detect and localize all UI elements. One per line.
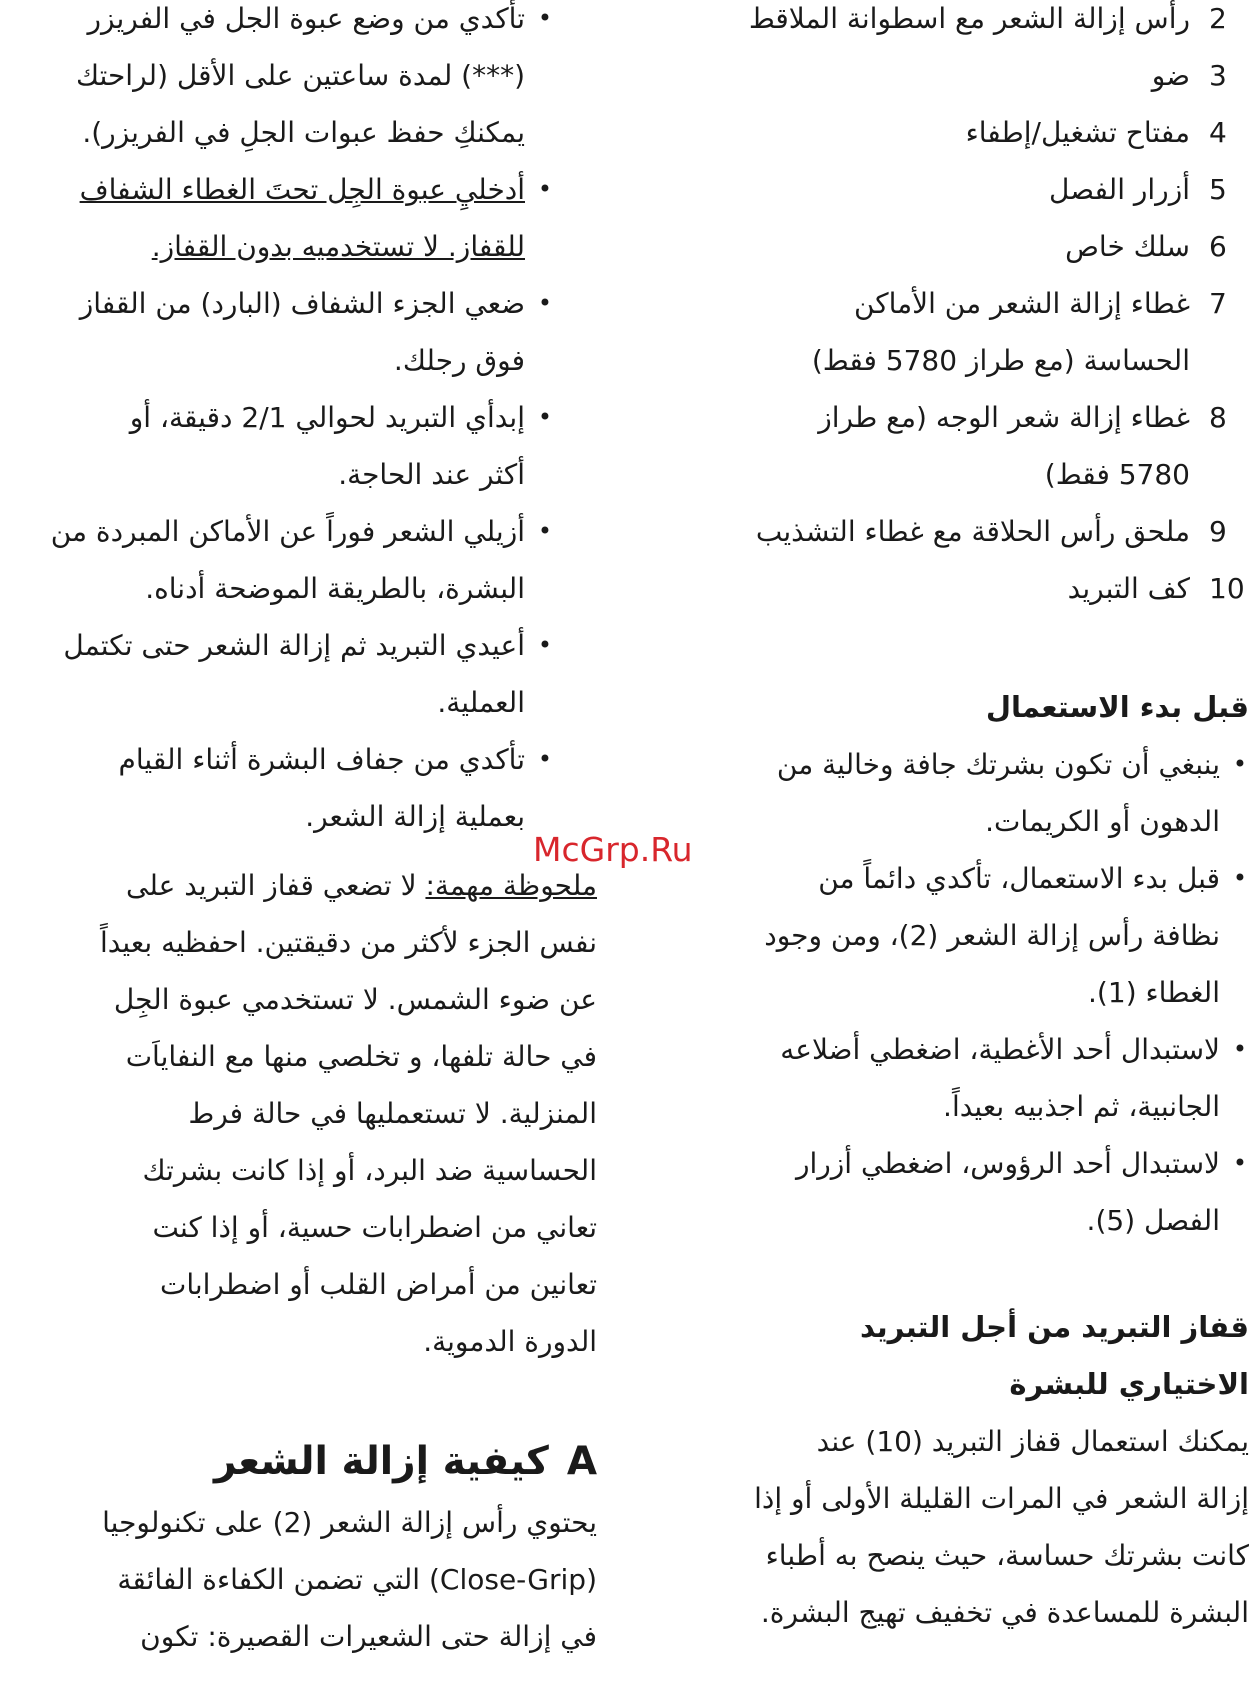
parts-list-item [655,218,1249,275]
bullet-line: نظافة رأس إزالة الشعر (2)، ومن وجود [764,919,1220,952]
section-a [0,1432,597,1665]
note-line: تعاني من اضطرابات حسية، أو إذا كنت [152,1211,597,1244]
bullet-line: أكثر عند الحاجة. [338,458,525,491]
heading-line: قفاز التبريد من أجل التبريد [860,1310,1249,1344]
text-line: يحتوي رأس إزالة الشعر (2) على تكنولوجيا [102,1506,597,1539]
text-line: (Close-Grip) التي تضمن الكفاءة الفائقة [117,1563,597,1596]
bullet-line: الغطاء (1). [1088,976,1220,1009]
part-label-line: أزرار الفصل [1049,173,1190,206]
text-line: كانت بشرتك حساسة، حيث ينصح به أطباء [765,1539,1249,1572]
glove-step-item [0,503,554,617]
section-a-text [0,1494,597,1665]
note-first-line: لا تضعي قفاز التبريد على [125,869,426,902]
cooling-glove-section [655,1299,1249,1641]
part-number: 9 [1209,515,1227,548]
bullet-line: البشرة، بالطريقة الموضحة أدناه. [145,572,525,605]
note-line: المنزلية. لا تستعمليها في حالة فرط [188,1097,597,1130]
note-line: في حالة تلفها، و تخلصي منها مع النفاياَت [125,1040,597,1073]
text-line: البشرة للمساعدة في تخفيف تهيج البشرة. [760,1596,1249,1629]
note-line: عن ضوء الشمس. لا تستخدمي عبوة الجِل [113,983,597,1016]
bullet-line: • لاستبدال أحد الأغطية، اضغطي أضلاعه [780,1033,1220,1066]
left-column [0,0,597,1665]
part-number: 4 [1209,116,1227,149]
glove-step-item [0,161,554,275]
bullet-line: • تأكدي من وضع عبوة الجل في الفريزر [87,2,525,35]
part-number: 6 [1209,230,1227,263]
part-label-line: رأس إزالة الشعر مع اسطوانة الملاقط [748,2,1190,35]
bullet-line: • أدخليِ عبوة الجِل تحتَ الغطاء الشفاف [79,173,525,206]
bullet-line: • تأكدي من جفاف البشرة أثناء القيام [118,743,525,776]
glove-step-item [0,275,554,389]
bullet-line: يمكنكِ حفظ عبوات الجلِ في الفريزر). [82,116,525,149]
cooling-glove-text [655,1413,1249,1641]
glove-step-item [0,617,554,731]
parts-list-item [655,161,1249,218]
before-use-item [610,850,1249,1021]
part-label-line: 5780 فقط) [1044,458,1190,491]
part-number: 3 [1209,59,1227,92]
right-column [655,0,1249,1641]
part-number: 7 [1209,287,1227,320]
parts-list [655,0,1249,617]
bullet-line: • إبدأي التبريد لحوالي 2/1 دقيقة، أو [129,401,525,434]
heading-line: الاختياري للبشرة [1009,1367,1249,1401]
before-use-heading: قبل بدء الاستعمال [985,690,1249,724]
part-label-line: غطاء إزالة شعر الوجه (مع طراز [818,401,1190,434]
before-use-list [610,736,1249,1249]
note-line: نفس الجزء لأكثر من دقيقتين. احفظيه بعيداً [99,926,597,959]
part-number: 8 [1209,401,1227,434]
note-line: الدورة الدموية. [423,1325,597,1358]
bullet-line: • ضعي الجزء الشفاف (البارد) من القفاز [79,287,525,320]
section-a-title: كيفية إزالة الشعر [213,1439,549,1484]
cooling-glove-heading [655,1299,1249,1413]
bullet-line: الفصل (5). [1086,1204,1220,1237]
before-use-item [610,736,1249,850]
bullet-line: • لاستبدال أحد الرؤوس، اضغطي أزرار [795,1147,1220,1180]
glove-step-item [0,0,554,161]
parts-list-item [655,275,1249,389]
bullet-line: • قبل بدء الاستعمال، تأكدي دائماً من [818,862,1220,895]
section-a-heading [0,1432,597,1492]
parts-list-item [655,104,1249,161]
bullet-line: للقفاز. لا تستخدميه بدون القفاز. [151,230,525,263]
before-use-item [610,1021,1249,1135]
glove-steps-list [0,0,554,845]
parts-list-item [655,560,1249,617]
part-label-line: ضو [1151,59,1190,92]
bullet-line: (***) لمدة ساعتين على الأقل (لراحتك [75,59,525,92]
watermark: McGrp.Ru [533,830,693,869]
glove-step-item [0,731,554,845]
part-label-line: ملحق رأس الحلاقة مع غطاء التشذيب [755,515,1190,548]
bullet-line: • ينبغي أن تكون بشرتك جافة وخالية من [776,748,1220,781]
note-line: الحساسية ضد البرد، أو إذا كانت بشرتك [142,1154,597,1187]
bullet-line: بعملية إزالة الشعر. [305,800,525,833]
part-number: 10 [1209,572,1245,605]
bullet-line: الدهون أو الكريمات. [985,805,1220,838]
text-line: يمكنك استعمال قفاز التبريد (10) عند [816,1425,1249,1458]
part-label-line: سلك خاص [1065,230,1190,263]
parts-list-item [655,389,1249,503]
bullet-line: • أزيلي الشعر فوراً عن الأماكن المبردة من [50,515,525,548]
bullet-line: فوق رجلك. [393,344,525,377]
part-label-line: كف التبريد [1067,572,1190,605]
section-a-letter: A [566,1439,597,1484]
part-label-line: مفتاح تشغيل/إطفاء [965,116,1190,149]
note-label: ملحوظة مهمة: [425,869,597,902]
bullet-line: العملية. [437,686,525,719]
note-line: تعانين من أمراض القلب أو اضطرابات [159,1268,597,1301]
part-number: 5 [1209,173,1227,206]
bullet-line: الجانبية، ثم اجذبيه بعيداً. [943,1090,1220,1123]
parts-list-item [655,503,1249,560]
text-line: إزالة الشعر في المرات القليلة الأولى أو إذا [754,1482,1249,1515]
parts-list-item [655,47,1249,104]
parts-list-item [655,0,1249,47]
text-line: في إزالة حتى الشعيرات القصيرة: تكون [140,1620,597,1653]
glove-step-item [0,389,554,503]
important-note [0,857,597,1370]
note-lines [0,914,597,1370]
part-label-line: الحساسة (مع طراز 5780 فقط) [811,344,1190,377]
before-use-item [610,1135,1249,1249]
part-number: 2 [1209,2,1227,35]
bullet-line: • أعيدي التبريد ثم إزالة الشعر حتى تكتمل [63,629,525,662]
part-label-line: غطاء إزالة الشعر من الأماكن [853,287,1190,320]
